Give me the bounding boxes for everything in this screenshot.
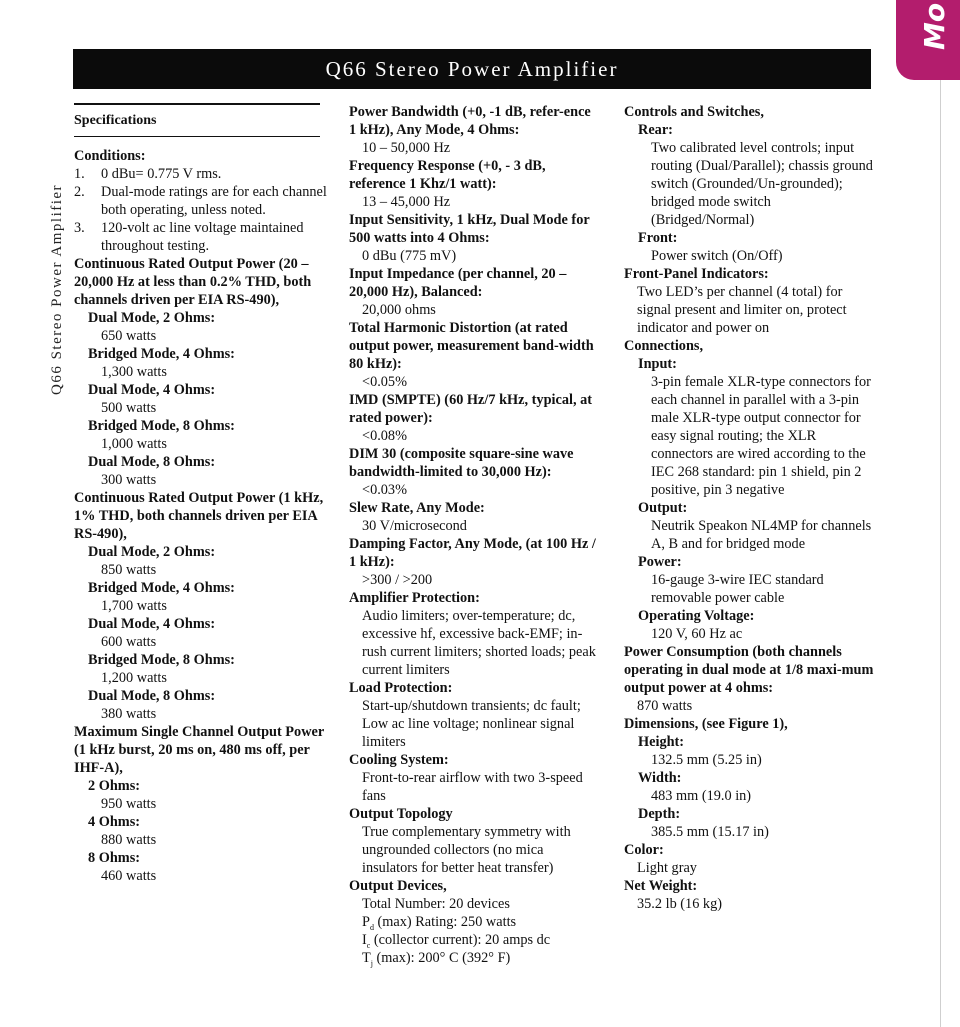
spec-sublabel: Height: <box>638 734 685 750</box>
spec-value: 10 – 50,000 Hz <box>362 140 451 156</box>
spec-value: 132.5 mm (5.25 in) <box>651 752 762 768</box>
spec-label: IMD (SMPTE) (60 Hz/7 kHz, typical, at rated power): <box>349 392 593 426</box>
spec-value: 385.5 mm (15.17 in) <box>651 824 769 840</box>
spec-value: Front-to-rear airflow with two 3-speed fans <box>362 770 583 804</box>
spec-value: 380 watts <box>101 706 157 722</box>
spec-sublabel: Dual Mode, 4 Ohms: <box>88 382 216 398</box>
spec-value: 950 watts <box>101 796 157 812</box>
spec-value: Total Number: 20 devices <box>362 896 510 912</box>
spec-sublabel: Dual Mode, 8 Ohms: <box>88 454 216 470</box>
column-3 <box>624 103 874 913</box>
spec-sublabel: 2 Ohms: <box>88 778 141 794</box>
column-2 <box>349 103 599 967</box>
specifications-heading: Specifications <box>74 103 320 137</box>
spec-sublabel: Dual Mode, 2 Ohms: <box>88 544 216 560</box>
spec-sublabel: Operating Voltage: <box>638 608 755 624</box>
spec-label: Connections, <box>624 338 704 354</box>
condition-item: 3. 120-volt ac line voltage maintained throughout testing. <box>74 220 304 254</box>
continuous-power-label: Continuous Rated Output Power (20 – 20,000 Hz at less than 0.2% THD, both channels driven per EIA RS-490), <box>74 256 312 308</box>
spec-value: 500 watts <box>101 400 157 416</box>
spec-sublabel: Depth: <box>638 806 681 822</box>
spec-label: Power Bandwidth (+0, -1 dB, refer-ence 1 kHz), Any Mode, 4 Ohms: <box>349 104 591 138</box>
spec-label: Dimensions, (see Figure 1), <box>624 716 788 732</box>
spec-value: 850 watts <box>101 562 157 578</box>
spec-sublabel: Dual Mode, 2 Ohms: <box>88 310 216 326</box>
condition-item: 2. Dual-mode ratings are for each channel both operating, unless noted. <box>74 184 327 218</box>
spec-value: $P_d$ (max) Rating: 250 watts <box>362 914 517 932</box>
spec-label: Frequency Response (+0, - 3 dB, reference 1 Khz/1 watt): <box>349 158 546 192</box>
spec-sublabel: Width: <box>638 770 682 786</box>
spec-sublabel: Power: <box>638 554 682 570</box>
side-tab-label: Mo <box>918 2 951 50</box>
spec-sublabel: Dual Mode, 4 Ohms: <box>88 616 216 632</box>
spec-label: Net Weight: <box>624 878 698 894</box>
spec-label: Controls and Switches, <box>624 104 764 120</box>
spec-sublabel: 8 Ohms: <box>88 850 141 866</box>
spec-value: Audio limiters; over-temperature; dc, excessive hf, excessive back-EMF; in-rush current limiters; shorted loads; peak current limiters <box>362 608 596 678</box>
spec-value: 20,000 ohms <box>362 302 436 318</box>
spec-sublabel: Input: <box>638 356 677 372</box>
spec-value: Neutrik Speakon NL4MP for channels A, B and for bridged mode <box>651 518 872 552</box>
spec-sublabel: Bridged Mode, 8 Ohms: <box>88 418 235 434</box>
spec-value: 650 watts <box>101 328 157 344</box>
spec-value: 1,200 watts <box>101 670 167 686</box>
spec-label: Input Sensitivity, 1 kHz, Dual Mode for 500 watts into 4 Ohms: <box>349 212 590 246</box>
spec-label: Front-Panel Indicators: <box>624 266 769 282</box>
spec-value: Two calibrated level controls; input routing (Dual/Parallel); chassis ground switch (Grounded/Un-grounded); bridged mode switch (Bridged/Normal) <box>651 140 873 228</box>
spec-value: Start-up/shutdown transients; dc fault; Low ac line voltage; nonlinear signal limiters <box>362 698 581 750</box>
spec-sublabel: Dual Mode, 8 Ohms: <box>88 688 216 704</box>
spec-value: 1,000 watts <box>101 436 167 452</box>
conditions-label: Conditions: <box>74 148 146 164</box>
spec-value: 16-gauge 3-wire IEC standard removable power cable <box>651 572 824 606</box>
spec-sublabel: Bridged Mode, 4 Ohms: <box>88 346 235 362</box>
spec-value: 13 – 45,000 Hz <box>362 194 451 210</box>
spec-value: 1,300 watts <box>101 364 167 380</box>
spec-value: 870 watts <box>637 698 693 714</box>
spec-label: Color: <box>624 842 664 858</box>
spec-label: Output Devices, <box>349 878 447 894</box>
spec-value: 460 watts <box>101 868 157 884</box>
spec-value: 300 watts <box>101 472 157 488</box>
spec-value: 1,700 watts <box>101 598 167 614</box>
spec-value: $T_j$ (max): 200° C (392° F) <box>362 950 511 968</box>
spec-label: Damping Factor, Any Mode, (at 100 Hz / 1 kHz): <box>349 536 596 570</box>
spec-value: Light gray <box>637 860 697 876</box>
spec-label: Output Topology <box>349 806 453 822</box>
spec-value: <0.08% <box>362 428 407 444</box>
spec-label: Cooling System: <box>349 752 449 768</box>
max-single-channel-label: Maximum Single Channel Output Power (1 kHz burst, 20 ms on, 480 ms off, per IHF-A), <box>74 724 324 776</box>
spec-value: <0.05% <box>362 374 407 390</box>
spec-value: <0.03% <box>362 482 407 498</box>
spec-value: 120 V, 60 Hz ac <box>651 626 743 642</box>
spec-sublabel: Bridged Mode, 4 Ohms: <box>88 580 235 596</box>
spec-value: 600 watts <box>101 634 157 650</box>
page-title: Q66 Stereo Power Amplifier <box>73 49 871 89</box>
spec-label: Total Harmonic Distortion (at rated output power, measurement band-width 80 kHz): <box>349 320 594 372</box>
spec-label: Amplifier Protection: <box>349 590 480 606</box>
column-1 <box>74 103 328 885</box>
spec-sublabel: Front: <box>638 230 678 246</box>
spec-value: True complementary symmetry with ungrounded collectors (no mica insulators for better heat transfer) <box>362 824 571 876</box>
spec-label: Power Consumption (both channels operating in dual mode at 1/8 maxi-mum output power at 4 ohms: <box>624 644 874 696</box>
spec-value: 3-pin female XLR-type connectors for each channel in parallel with a 3-pin male XLR-type output connector for easy signal routing; the XLR connectors are wired according to the IEC 268 standard: pin 1 shield, pin 2 positive, pin 3 negative <box>651 374 871 498</box>
spec-label: Load Protection: <box>349 680 453 696</box>
spec-value: 30 V/microsecond <box>362 518 467 534</box>
vertical-side-title: Q66 Stereo Power Amplifier <box>49 183 65 395</box>
spec-value: 35.2 lb (16 kg) <box>637 896 722 912</box>
spec-value: Two LED’s per channel (4 total) for signal present and limiter on, protect indicator and power on <box>637 284 847 336</box>
condition-item: 1. 0 dBu= 0.775 V rms. <box>74 166 222 182</box>
spec-value: Power switch (On/Off) <box>651 248 783 264</box>
spec-value: 880 watts <box>101 832 157 848</box>
spec-value: 483 mm (19.0 in) <box>651 788 752 804</box>
spec-label: Slew Rate, Any Mode: <box>349 500 485 516</box>
spec-sublabel: Output: <box>638 500 688 516</box>
spec-value: >300 / >200 <box>362 572 433 588</box>
spec-value: $I_c$ (collector current): 20 amps dc <box>362 932 551 950</box>
spec-label: DIM 30 (composite square-sine wave bandwidth-limited to 30,000 Hz): <box>349 446 574 480</box>
side-tab[interactable] <box>896 0 960 80</box>
spec-label: Input Impedance (per channel, 20 – 20,000 Hz), Balanced: <box>349 266 567 300</box>
continuous-power-1khz-label: Continuous Rated Output Power (1 kHz, 1% THD, both channels driven per EIA RS-490), <box>74 490 324 542</box>
spec-sublabel: Bridged Mode, 8 Ohms: <box>88 652 235 668</box>
spec-sublabel: 4 Ohms: <box>88 814 141 830</box>
spec-sublabel: Rear: <box>638 122 673 138</box>
spec-value: 0 dBu (775 mV) <box>362 248 457 264</box>
page-edge-line <box>940 0 941 1027</box>
